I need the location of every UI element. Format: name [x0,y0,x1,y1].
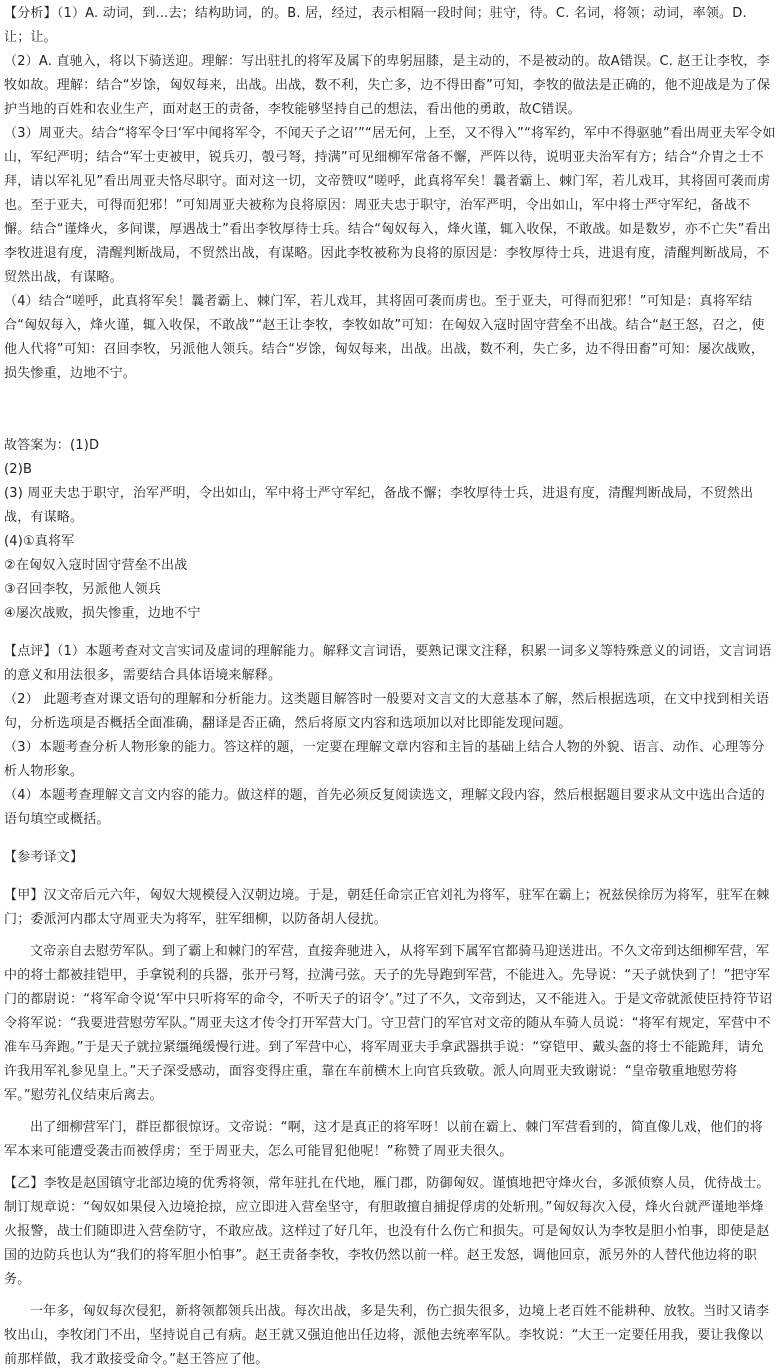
analysis-paragraph-1 [4,2,776,50]
translation-yi-2: 一年多，匈奴每次侵犯，新将领都领兵出战。每次出战，多是失利，伤亡损失很多，边境上老百姓不能耕种、放牧。当时又请李牧出山，李牧闭门不出，坚持说自己有病。赵王就又强迫他出任边将，派他去统率军队。李牧说：“大王一定要任用我，要让我像以前那样做，我才敢接受命令。”赵王答应了他。 [4,1304,770,1367]
answer-lead: 故答案为：(1)D [4,438,100,453]
translation-jia-1: 【甲】汉文帝后元六年，匈奴大规模侵入汉朝边境。于是，朝廷任命宗正官刘礼为将军，驻军在霸上；祝兹侯徐厉为将军，驻军在棘门；委派河内郡太守周亚夫为将军，驻军细柳，以防备胡人侵扰。 [4,888,770,927]
spacer [4,1164,776,1172]
comment-text-1: （1）本题考查对文言实词及虚词的理解能力。解释文言词语，要熟记课文注释，积累一词多义等特殊意义的词语，文言词语的意义和用法很多，需要结合具体语境来解释。 [4,644,772,683]
translation-jia-3: 出了细柳营军门，群臣都很惊讶。文帝说：“啊，这才是真正的将军呀！以前在霸上、棘门军营看到的，简直像儿戏，他们的将军本来可能遭受袭击而被俘虏；至于周亚夫，怎么可能冒犯他呢！”称赞了周亚夫很久。 [4,1120,763,1159]
comment-tag: 【点评】 [4,644,57,659]
analysis-text-1: （1）A. 动词，到...去；结构助词，的。B. 居，经过，表示相隔一段时间；驻守，待。C. 名词，将领；动词，率领。D. 让；让。 [4,6,747,45]
spacer [4,386,776,434]
spacer [4,626,776,640]
comment-paragraph-4: （4）本题考查理解文言文内容的能力。做这样的题，首先必须反复阅读选文，理解文段内容，然后根据题目要求从文中选出合适的语句填空或概括。 [4,788,765,827]
analysis-section [4,2,776,386]
answer-4-3: ③召回李牧，另派他人领兵 [4,582,162,597]
comment-section [4,640,776,832]
comment-paragraph-1 [4,640,776,688]
analysis-paragraph-4: （4）结合“嗟呼，此真将军矣！曩者霸上、棘门军，若儿戏耳，其将固可袭而虏也。至于亚夫，可得而犯邪！”可知是：真将军结合“匈奴每入，烽火谨，辄入收保，不敢战”“赵王让李牧，李牧如故”可知：在匈奴入寇时固守营垒不出战。结合“赵王怒，召之，使他人代将”可知：召回李牧，另派他人领兵。结合“岁馀，匈奴每来，出战。出战，数不利，失亡多，边不得田畜”可知：屡次战败，损失惨重，边地不宁。 [4,294,765,381]
analysis-tag: 【分析】 [4,6,57,21]
translation-section [4,846,776,1372]
spacer [4,870,776,884]
spacer [4,1108,776,1116]
translation-tag: 【参考译文】 [4,850,84,865]
answer-4-1: (4)①真将军 [4,534,75,549]
spacer [4,932,776,940]
answer-2: (2)B [4,462,33,477]
comment-paragraph-2: （2） 此题考查对课文语句的理解和分析能力。这类题目解答时一般要对文言文的大意基本了解，然后根据选项，在文中找到相关语句，分析选项是否概括全面准确，翻译是否正确，然后将原文内容和选项加以对比即能发现问题。 [4,692,770,731]
comment-paragraph-3: （3）本题考查分析人物形象的能力。答这样的题，一定要在理解文章内容和主旨的基础上结合人物的外貌、语言、动作、心理等分析人物形象。 [4,740,765,779]
spacer [4,1292,776,1300]
translation-jia-2: 文帝亲自去慰劳军队。到了霸上和棘门的军营，直接奔驰进入，从将军到下属军官都骑马迎送进出。不久文帝到达细柳军营，军中的将士都被挂铠甲，手拿锐利的兵器，张开弓弩，拉满弓弦。天子的先导跑到军营，不能进入。先导说：“天子就快到了！”把守军门的都尉说：“将军命令说‘军中只听将军的命令，不听天子的诏令’。”过了不久，文帝到达，又不能进入。于是文帝就派使臣持符节诏令将军说：“我要进营慰劳军队。”周亚夫这才传令打开军营大门。守卫营门的军官对文帝的随从车骑人员说：“将军有规定，军营中不准车马奔跑。”于是天子就拉紧缰绳缓慢行进。到了军营中心，将军周亚夫手拿武器拱手说：“穿铠甲、戴头盔的将士不能跪拜，请允许我用军礼参见皇上。”天子深受感动，面容变得庄重，靠在车前横木上向官兵致敬。派人向周亚夫致谢说：“皇帝敬重地慰劳将军。”慰劳礼仪结束后离去。 [4,944,773,1103]
analysis-paragraph-3: （3）周亚夫。结合“将军令曰‘军中闻将军令，不闻天子之诏’”“居无何，上至，又不得入”“将军约，军中不得驱驰”看出周亚夫军令如山，军纪严明；结合“军士吏被甲，锐兵刃，彀弓弩，持满”可见细柳军常备不懈，严阵以待，说明亚夫治军有方；结合“介胄之士不拜，请以军礼见”看出周亚夫恪尽职守。面对这一切，文帝赞叹“嗟呼，此真将军矣！曩者霸上、棘门军，若儿戏耳，其将固可袭而虏也。至于亚夫，可得而犯邪！”可知周亚夫被称为良将原因：周亚夫忠于职守，治军严明，令出如山，军中将士严守军纪，备战不懈。结合“谨烽火，多间谍，厚遇战士”看出李牧厚待士兵。结合“匈奴每入，烽火谨，辄入收保，不敢战。如是数岁，亦不亡失”看出李牧进退有度，清醒判断战局，不贸然出战，有谋略。因此李牧被称为良将的原因是：李牧厚待士兵，进退有度，清醒判断战局，不贸然出战，有谋略。 [4,126,776,285]
answer-4-4: ④屡次战败，损失惨重，边地不宁 [4,606,201,621]
answer-3: (3) 周亚夫忠于职守，治军严明，令出如山，军中将士严守军纪，备战不懈；李牧厚待士兵，进退有度，清醒判断战局，不贸然出战，有谋略。 [4,486,754,525]
translation-yi-1: 【乙】李牧是赵国镇守北部边境的优秀将领，常年驻扎在代地，雁门郡，防御匈奴。谨慎地把守烽火台，多派侦察人员，优待战士。制订规章说：“匈奴如果侵入边境抢掠，应立即进入营垒坚守，有胆敢擅自捕捉俘虏的处斩刑。”匈奴每次入侵，烽火台就严谨地举烽火报警，战士们随即进入营垒防守，不敢应战。这样过了好几年，也没有什么伤亡和损失。可是匈奴认为李牧是胆小怕事，即使是赵国的边防兵也认为“我们的将军胆小怕事”。赵王责备李牧，李牧仍然以前一样。赵王发怒，调他回京，派另外的人替代他边将的职务。 [4,1176,770,1287]
analysis-paragraph-2: （2）A. 直驰入，将以下骑送迎。理解：写出驻扎的将军及属下的卑躬屈膝，是主动的，不是被动的。故A错误。C. 赵王让李牧，李牧如故。理解：结合“岁馀，匈奴每来，出战。出战，数不利，失亡多，边不得田畜”可知，李牧的做法是正确的，他不迎战是为了保护当地的百姓和农业生产，面对赵王的责备，李牧能够坚持自己的想法，看出他的勇敢，故C错误。 [4,54,771,117]
answer-4-2: ②在匈奴入寇时固守营垒不出战 [4,558,188,573]
answers-section [4,434,776,626]
spacer [4,832,776,846]
